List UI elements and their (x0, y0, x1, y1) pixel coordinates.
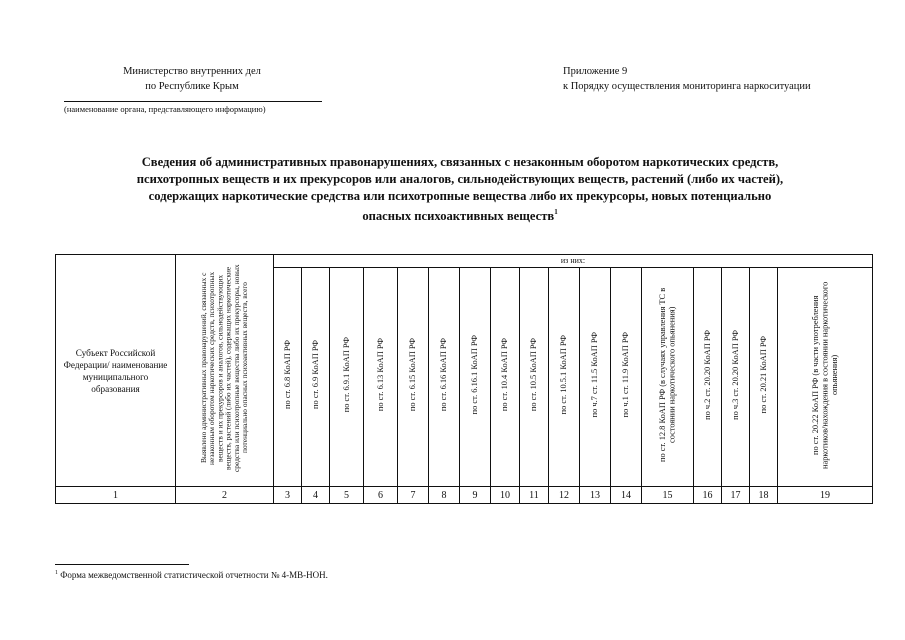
report-title (60, 154, 860, 225)
title-line-4 (60, 205, 860, 225)
report-table (55, 254, 873, 504)
header-col-15 (642, 268, 694, 487)
column-number: 12 (549, 487, 580, 504)
header-col-12 (549, 268, 580, 487)
column-number: 14 (611, 487, 642, 504)
header-col-10-text: по ст. 10.4 КоАП РФ (500, 337, 510, 412)
column-number: 7 (398, 487, 429, 504)
column-number: 15 (642, 487, 694, 504)
footnote-text: Форма межведомственной статистической отчетности № 4-МВ-НОН. (60, 570, 328, 580)
header-total-text: Выявлено административных правонарушений, связанных с незаконным оборотом наркотических средств, психотропных веществ и их прекурсоров и аналогов, сильнодействующих веществ, растений (либо их частей), содержащих наркотические средства или психотропные вещества либо их прекурсоры, новых потенциально опасных психоактивных веществ, всего (198, 264, 249, 472)
header-col-16-text: по ч.2 ст. 20.20 КоАП РФ (702, 329, 712, 420)
header-col-5-text: по ст. 6.9.1 КоАП РФ (341, 336, 351, 413)
reporting-organization (64, 64, 320, 94)
header-of-them: из них: (274, 255, 873, 268)
title-footnote-mark: 1 (554, 208, 558, 216)
header-col-6 (364, 268, 398, 487)
column-number: 2 (176, 487, 274, 504)
header-col-16 (694, 268, 722, 487)
column-number: 17 (722, 487, 750, 504)
column-number: 6 (364, 487, 398, 504)
column-number: 8 (429, 487, 460, 504)
header-col-11-text: по ст. 10.5 КоАП РФ (529, 337, 539, 412)
header-col-17 (722, 268, 750, 487)
header-col-9 (460, 268, 491, 487)
header-subject: Субъект Российской Федерации/ наименование муниципального образования (56, 255, 176, 487)
column-number: 16 (694, 487, 722, 504)
footnote-separator (55, 564, 189, 565)
footnote-mark: 1 (55, 570, 58, 576)
header-col-14 (611, 268, 642, 487)
title-line-3: содержащих наркотические средства или психотропные вещества либо их прекурсоры, новых потенциально (148, 189, 772, 203)
column-number: 3 (274, 487, 302, 504)
header-col-3 (274, 268, 302, 487)
header-col-13 (580, 268, 611, 487)
header-col-7 (398, 268, 429, 487)
org-name-line-2: по Республике Крым (145, 81, 239, 92)
header-col-6-text: по ст. 6.13 КоАП РФ (375, 337, 385, 412)
header-col-11 (520, 268, 549, 487)
header-col-5 (330, 268, 364, 487)
title-line-2: психотропных веществ и их прекурсоров или аналогов, сильнодействующих веществ, растений (либо их частей), (136, 172, 784, 186)
appendix-title: Приложение 9 (563, 66, 628, 77)
header-col-19-text: по ст. 20.22 КоАП РФ (в части употребления наркотиков/нахождения в состоянии наркотического опьянения) (810, 280, 839, 469)
appendix-header (563, 64, 883, 94)
header-col-3-text: по ст. 6.8 КоАП РФ (282, 340, 292, 409)
header-total (176, 255, 274, 487)
header-col-18-text: по ст. 20.21 КоАП РФ (758, 335, 768, 414)
header-col-18 (750, 268, 778, 487)
column-number: 4 (302, 487, 330, 504)
appendix-subtitle: к Порядку осуществления мониторинга наркоситуации (563, 81, 811, 92)
column-number: 19 (778, 487, 873, 504)
column-number: 13 (580, 487, 611, 504)
column-number: 1 (56, 487, 176, 504)
header-col-9-text: по ст. 6.16.1 КоАП РФ (470, 334, 480, 415)
column-number-row (56, 487, 873, 504)
header-col-14-text: по ч.1 ст. 11.9 КоАП РФ (621, 331, 631, 418)
header-col-13-text: по ч.7 ст. 11.5 КоАП РФ (590, 331, 600, 418)
title-line-1: Сведения об административных правонарушениях, связанных с незаконным оборотом наркотических средств, (141, 155, 779, 169)
header-col-4-text: по ст. 6.9 КоАП РФ (310, 340, 320, 409)
column-number: 5 (330, 487, 364, 504)
header-col-4 (302, 268, 330, 487)
org-caption: (наименование органа, представляющего информацию) (64, 104, 266, 114)
header-col-8 (429, 268, 460, 487)
header-col-17-text: по ч.3 ст. 20.20 КоАП РФ (730, 329, 740, 420)
title-line-4-text: опасных психоактивных веществ (362, 209, 555, 224)
header-col-12-text: по ст. 10.5.1 КоАП РФ (559, 334, 569, 415)
column-number: 9 (460, 487, 491, 504)
header-col-7-text: по ст. 6.15 КоАП РФ (408, 337, 418, 412)
org-name-line-1: Министерство внутренних дел (123, 66, 261, 77)
org-name-underline (64, 101, 322, 102)
header-col-8-text: по ст. 6.16 КоАП РФ (439, 337, 449, 412)
header-col-15-text: по ст. 12.8 КоАП РФ (в случаях управления ТС в состоянии наркотического опьянения) (657, 287, 677, 462)
column-number: 18 (750, 487, 778, 504)
column-number: 10 (491, 487, 520, 504)
footnote (55, 567, 555, 581)
header-col-19 (778, 268, 873, 487)
header-col-10 (491, 268, 520, 487)
column-number: 11 (520, 487, 549, 504)
